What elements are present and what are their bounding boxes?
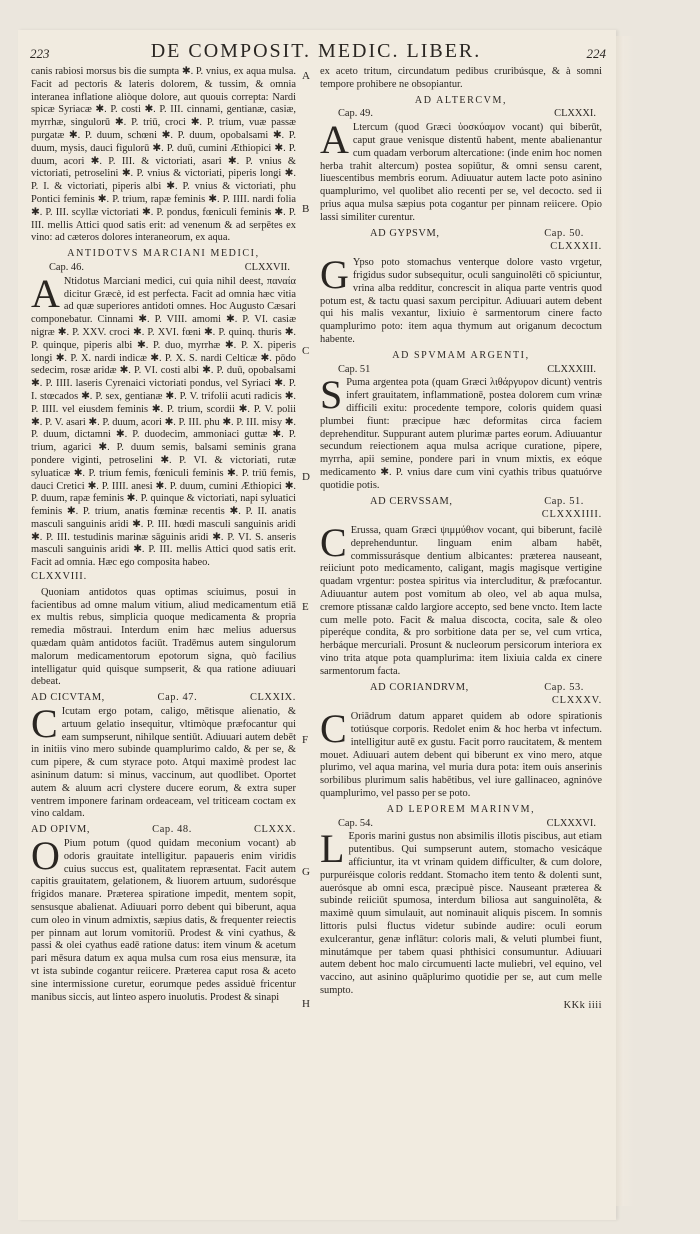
paragraph: ex aceto tritum, circundatum pedibus cruribúsque, & à somni tempore prohibere ne obsopiantur. — [320, 66, 602, 90]
drop-cap: S — [320, 372, 343, 418]
running-head-mid: MEDIC. — [318, 40, 400, 62]
section-title: AD SPVMAM ARGENTI, — [392, 349, 530, 361]
chapter-roman: CLXXX. — [253, 824, 296, 836]
folio-left: 223 — [30, 46, 50, 61]
section-heading — [320, 228, 602, 241]
margin-marker-e: E — [302, 601, 309, 613]
paragraph: C Erussa, quam Græci ψιμμύθιον vocant, qui biberunt, facilè deprehenduntur. linguam enim albam habēt, commissurásque dentium albicantes: præterea nauseant, reiiciunt poto medicamento, caligant, magis magisque vertigine quadam vrgentur: postea spiritus via intercluditur, & præfocantur. Adiuuantur autem post vomitum ab oleo, vel ab aqua mulsa, cremore ptissanæ caldo largiore accepto, sed bene vncto. Item lacte cum melle poto. Facit & malua discocta, cocita, sale & oleo piperéque condita, & pro sorbitione data per se, vel cum vrtica, herbáque mercuriali. Prosunt & nucleorum persicorum interiora ex vino trita atque pota quamplurima: item lixiuia calda ex cinere sarmentorum facta. — [320, 520, 602, 677]
paragraph: A Ltercum (quod Græci ὑοσκύαμον vocant) qui biberūt, caput graue venisque distentū habent, mente abalienantur cum quadam verborum altercatione: (inde enim hoc nomen herba trahit altercum) postea sopiūtur, & omni sensu carent, liuescentibus membris eorum. Adiuuatur autem lacte poto asinino quamplurimo, vel quolibet alio recenti per se, vel decocto. sed ii prius aqua mulsa sæpius pota cogantur per pinnam reiicere. Opio lassi similiter curentur. — [320, 117, 602, 223]
section-title: AD GYPSVM, — [370, 227, 440, 239]
drop-cap: C — [320, 706, 347, 752]
chapter-roman: CLXXXI. — [554, 108, 596, 120]
chapter-number: Cap. 54. — [338, 817, 373, 829]
chapter-line — [320, 364, 602, 377]
paragraph: G Ypso poto stomachus venterque dolore vasto vrgetur, frigidus sudor subsequitur, oculi sanguinolēti cō spiciuntur, vrina alba redditur, concrescit in aliqua parte ventris quod potum est, & tactu quasi saxum percipitur. Adiuuari autem debent qui his malis vexantur, lixiuio è sarmentorum cinere facto quamplurimo poto: item aqua thymum aut origanum decoctum habente. — [320, 252, 602, 345]
chapter-line — [320, 108, 602, 121]
signature-mark: KKk iiii — [563, 999, 602, 1011]
page-edge — [616, 36, 634, 1206]
margin-marker-d: D — [302, 471, 310, 483]
paragraph: S Puma argentea pota (quam Græci λιθάργυρον dicunt) ventris infert grauitatem, inflammationē, postea dolorem cum vrinæ difficili exitu: procedente tempore, coloris quidem quasi plumbei fiunt: præcipue hæc deformitas circa faciem deprehenditur. Suppurant autem plurimæ partes eorum. Adiuuantur secundum reiectionem aqua mulsa acrique curatione, pipere, myrrha, apii semine, pondere pari in vnum mixtis, ex eóque medicamento ✱. P. vnius dare cum vini cyathis tribus quatuórve quotidie potis. — [320, 372, 602, 491]
section-title: AD CORIANDRVM, — [370, 681, 469, 693]
running-head — [86, 40, 546, 63]
margin-marker-a: A — [302, 70, 310, 82]
section-title: AD OPIVM, — [31, 824, 91, 836]
margin-marker-b: B — [302, 203, 310, 215]
drop-cap: L — [320, 826, 345, 872]
paragraph: A Ntidotus Marciani medici, cui quia nihil deest, παναία dicitur Græcè, id est perfecta. Facit ad omnia hæc vitia ad quæ superiores antidoti omnes. Hoc Augusto Cæsari componebatur. Cinnami ✱. P. VIII. amomi ✱. P. VI. casiæ nigræ ✱. P. XXV. croci ✱. P. XVI. fœni ✱. P. quinq. thuris ✱. P. quinque, piperis albi ✱. P. duo, myrrhæ ✱. P. X. piperis longi ✱. P. X. nardi indicæ ✱. P. X. S. nardi Celticæ ✱. pōdo sedecim, rosæ aridæ ✱. P. VI. costi albi ✱. P. duū, opobalsami ✱. P. IIII. laseris Cyrenaici victoriati pondus, vel Syriaci ✱. P. I. stœcados ✱. P. sex, gentianæ ✱. P. V. trifolii acuti radicis ✱. P. IIII. vel eiusdem feminis ✱. P. trium, scordii ✱. P. V. polii ✱. P. V. asari ✱. P. duum, acori ✱. P. III. phu ✱. P. III. misy ✱. P. duum, dictamni ✱. P. duodecim, ammoniaci guttæ ✱. P. trium, agarici ✱. P. duum semis, balsami seminis grana pondere viginti, petroselini ✱. P. VI. & victoriati, rutæ syluaticæ ✱. P. trium femis, fœniculi feminis ✱. P. triū femis, dauci Cretici ✱. P. IIII. anesi ✱. P. duum, cumini Æthiopici ✱. P. duum, rapæ feminis ✱. P. quinque & victoriati, napi syluatici feminis ✱. P. trium, anatis fœminæ recentis ✱. P. II. anatis masculi sanguinis aridi ✱. P. III. hœdi masculi sanguinis aridi ✱. P. III. testudinis marinæ sāguinis aridi ✱. P. VI. S. anseris masculi sanguinis aridi ✱. P. III. mellis Attici quod satis erit. Facit ad omnia. Hæc ego composita habeo. — [31, 270, 296, 569]
drop-cap: O — [31, 833, 60, 879]
chapter-number: Cap. 50. — [544, 227, 584, 239]
paragraph: canis rabiosi morsus bis die sumpta ✱. P. vnius, ex aqua mulsa. Facit ad pectoris & lateris dolorem, & tussim, & omnia interanea inflatione aliòque dolore, aut quouis correpta: Nardi spicæ Syriacæ ✱. P. costi ✱. P. III. cinnami, gentianæ, casiæ, myrrhæ, singulorū ✱. P. triū, croci ✱. P. trium, vuæ passæ purgatæ ✱. P. duum, schœni ✱. P. duum, opobalsami ✱. P. duum, mysis, dauci figulorū ✱. P. duū, cumini Æthiopici ✱. P. duum, acori ✱. P. III. & victoriati, asari ✱. P. vnius & victoriati, petroselini ✱. P. vnius & victoriati, piperis longi ✱. P. I. & victoriati, piperis albi ✱. P. vnius & victoriati, phu Pontici feminis ✱. P. trium, rapæ feminis ✱. P. IIII. nardi folia ✱. P. III. scyllæ victoriati ✱. P. pondus, fœniculi feminis ✱. P. III. mellis Attici quod satis erit: ad venenum & ad serpētes ex vino: ad cæteros dolores interaneorum, ex aqua. — [31, 66, 296, 244]
chapter-number: Cap. 51. — [544, 495, 584, 507]
paragraph: C Icutam ergo potam, caligo, mētisque alienatio, & artuum gelatio insequitur, vltimòque præfocantur qui eam sumpserunt, nihilque sentiūt. Adiuuari autem debēt in initiis vino mero subinde quamplurimo caldo, & per se, & cum pipere, & cum styrace poto. Atqui maximè prodest lac asininum datum: si minus, vaccinum, aut quodlibet. Oportet autem & aluum acri clystere ducere eorum, & extra super ventrem imponere farinam ordeaceam, vel triticeam coctam ex vino caldam. — [31, 701, 296, 820]
chapter-number: Cap. 51 — [338, 363, 371, 375]
running-head-left: DE COMPOSIT. — [150, 40, 312, 62]
margin-marker-f: F — [302, 734, 309, 746]
drop-cap: A — [320, 117, 349, 163]
running-head-right: LIBER. — [406, 40, 482, 62]
chapter-line — [31, 262, 296, 275]
chapter-roman: CLXXVII. — [244, 261, 290, 273]
section-title: ANTIDOTVS MARCIANI MEDICI, — [67, 248, 260, 260]
paragraph: Quoniam antidotos quas optimas sciuimus, posui in facientibus ad omne malum vitium, aliud medicamentum etiā ex multis rebus, simplicia quoque medicamenta & propria remedia mōstraui. Interdum enim hæc melius aduersus quædam quàm antidotos faciūt. Tradēmus autem singulorum malorum medicamentorum epotorum signa, quò facilius intelligatur quid quisque sumpserit, & qua ratione adiuuari debeat. — [31, 586, 296, 688]
chapter-number: Cap. 47. — [157, 692, 198, 704]
folio-right: 224 — [586, 46, 606, 61]
margin-marker-c: C — [302, 345, 310, 357]
chapter-number: Cap. 49. — [338, 108, 373, 120]
section-title: AD LEPOREM MARINVM, — [386, 803, 536, 815]
chapter-roman: CLXXVIII. — [31, 571, 87, 583]
margin-marker-g: G — [302, 866, 310, 878]
chapter-roman: CLXXIX. — [249, 692, 296, 704]
section-heading — [31, 692, 296, 705]
chapter-roman: CLXXXII. — [550, 241, 602, 253]
section-heading — [320, 682, 602, 695]
section-title: AD CERVSSAM, — [370, 495, 453, 507]
paragraph: C Oriādrum datum apparet quidem ab odore spirationis totiúsque corporis. Redolet enim & hoc herba vt infectum. intelligitur autē ex gustu. Facit porro raucitatem, & mentem mouet. Adiuuari autem debent qui biberunt ex vino mero, atque plurimo, vel aqua marina, vel muria dura pota: item ouis anserinis sorbilibus plurimum salis habētibus, vel iure gallinaceo, agninóve quamplurimo, vel passo per se poto. — [320, 706, 602, 800]
chapter-number: Cap. 53. — [544, 681, 584, 693]
section-heading — [31, 824, 296, 837]
section-title: AD CICVTAM, — [31, 692, 105, 704]
chapter-roman: CLXXXIIII. — [541, 509, 602, 521]
chapter-line — [320, 818, 602, 831]
drop-cap: G — [320, 252, 349, 298]
drop-cap: A — [31, 270, 60, 316]
chapter-number: Cap. 48. — [152, 824, 192, 836]
paragraph: O Pium potum (quod quidam meconium vocant) ab odoris grauitate intelligitur. papaueris enim viridis cuius succus est, qualitatem repræsentat. Facit autem capitis grauitatem, gelationem, & liuorem artuum, sudorésque frigidos manare. Præterea spiratione impedit, mentem sopit, sensusque abalienat. Adiuuari porro debent qui biberunt, aqua cum oleo in vinum admixtis, sæpius datis, & frequenter reiectis per pinnam aut lorum vomitoriū. Prodest & vini cyathus, & passi & olei cyathus eadē ratione datus: item vinum & acetum pari mēsura datum ex aqua mulsa cum rosa eius mensuræ, ita vt ista subinde cogantur reiicere. Præterea caput rosa & aceto sine intermissione curetur, eorumque pedes assiduè fricentur manibus siccis, aut linteo aspero inuolutis. Prodest & sinapi — [31, 833, 296, 1003]
section-title: AD ALTERCVM, — [414, 94, 508, 106]
margin-marker-h: H — [302, 998, 310, 1010]
chapter-number: Cap. 46. — [49, 261, 84, 273]
paragraph: L Eporis marini gustus non absimilis illotis piscibus, aut etiam putentibus. Qui sumpserunt autem, stomacho vesicáque afficiuntur, ita vt vrinam quidem difficulter, & cum dolore, purpuréisque coloris reddant. Stomacho item tento & dolenti sunt, auerósque ab omni esca, præcipuè pisce. Nauseant præterea & subinde reiiciūt spumosa, interdum biliosa aut sanguinolēta, & maximè quum simulauit, aut nominauit aliquis piscem. In somnis littoris pulsi fluctus videtur subinde audire: oculi eorum exulcerantur, genæ inflātur: coloris mali, & veluti plumbei fiunt, minutámque per tabem quasi phthisici consumuntur. Adiuuari autem debent hoc malo circumuenti lacte muliebri, vel equino, vel vaccino, aut asinino quāplurimo quotidie per se, aut cum melle sumpto. — [320, 826, 602, 996]
section-heading — [320, 496, 602, 509]
drop-cap: C — [31, 701, 58, 747]
chapter-roman: CLXXXV. — [551, 695, 602, 707]
left-column — [31, 66, 296, 1196]
chapter-roman: CLXXXVI. — [546, 817, 596, 829]
drop-cap: C — [320, 520, 347, 566]
page-header — [30, 40, 606, 66]
right-column — [320, 66, 602, 1196]
chapter-roman: CLXXXIII. — [547, 363, 596, 375]
